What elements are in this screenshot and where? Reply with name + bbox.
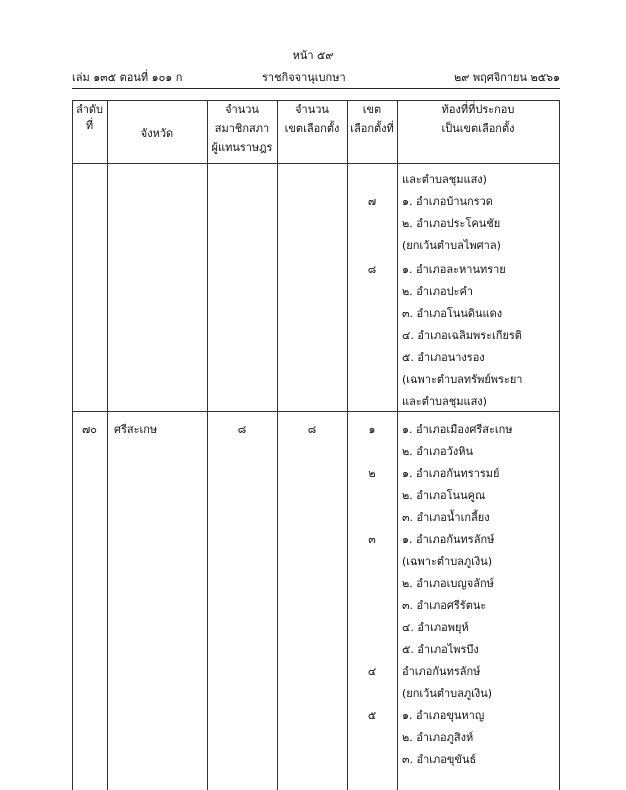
table-top-border	[72, 100, 560, 101]
header-order: ลำดับ ที่	[75, 103, 104, 132]
row-area: ๒. อำเภอประโคนชัย	[402, 217, 501, 230]
row-zone: ๒	[368, 467, 376, 480]
row-area: (ยกเว้นตำบลภูเงิน)	[402, 687, 493, 700]
header-province: จังหวัด	[140, 127, 174, 140]
row-districts: ๘	[307, 423, 317, 436]
row-province: ศรีสะเกษ	[114, 423, 158, 436]
province-separator	[72, 411, 560, 412]
row-area: ๒. อำเภอภูสิงห์	[402, 731, 474, 744]
row-area: อำเภอกันทรลักษ์	[402, 665, 481, 678]
col-border	[207, 100, 208, 790]
row-zone: ๗	[367, 195, 377, 208]
header-zone: เขต เลือกตั้งที่	[350, 103, 394, 135]
row-area: และตำบลชุมแสง)	[402, 173, 487, 186]
row-members: ๘	[237, 423, 247, 436]
row-zone: ๘	[367, 263, 377, 276]
row-area: ๔. อำเภอพยุห์	[402, 621, 469, 634]
row-area: ๓. อำเภอขุขันธ์	[402, 753, 477, 766]
header-areas: ท้องที่ที่ประกอบ เป็นเขตเลือกตั้ง	[441, 103, 515, 135]
row-area: (ยกเว้นตำบลไพศาล)	[402, 239, 501, 252]
col-border	[397, 100, 398, 790]
constituency-table	[72, 100, 560, 790]
row-zone: ๔	[367, 665, 377, 678]
row-area: ๕. อำเภอไพรบึง	[402, 643, 479, 656]
row-area: ๒. อำเภอปะคำ	[402, 285, 474, 298]
row-order: ๗๐	[82, 423, 97, 436]
row-area: ๑. อำเภอเมืองศรีสะเกษ	[402, 423, 513, 436]
row-area: ๑. อำเภอละหานทราย	[402, 263, 506, 276]
col-border	[72, 100, 73, 790]
row-area: ๓. อำเภอน้ำเกลี้ยง	[402, 511, 490, 524]
volume-issue: เล่ม ๑๓๕ ตอนที่ ๑๐๑ ก	[72, 71, 183, 84]
row-area: ๕. อำเภอนางรอง	[402, 351, 485, 364]
publication-date: ๒๙ พฤศจิกายน ๒๕๖๑	[454, 71, 560, 84]
row-zone: ๓	[368, 533, 376, 546]
row-area: (เฉพาะตำบลภูเงิน)	[402, 555, 493, 568]
row-area: ๒. อำเภอวังหิน	[402, 445, 473, 458]
row-area: และตำบลชุมแสง)	[402, 395, 487, 408]
row-area: ๑. อำเภอกันทรลักษ์	[402, 533, 495, 546]
header-districts: จำนวน เขตเลือกตั้ง	[284, 103, 340, 135]
row-zone: ๑	[368, 423, 376, 436]
gazette-title: ราชกิจจานุเบกษา	[262, 71, 346, 84]
page-number: หน้า ๕๙	[292, 49, 334, 62]
row-area: ๓. อำเภอโนนดินแดง	[402, 307, 503, 320]
row-area: ๓. อำเภอศรีรัตนะ	[402, 599, 487, 612]
row-area: ๒. อำเภอโนนคูณ	[402, 489, 486, 502]
header-divider	[72, 88, 560, 89]
row-area: ๑. อำเภอบ้านกรวด	[402, 195, 493, 208]
col-border	[559, 100, 560, 790]
row-area: ๑. อำเภอกันทรารมย์	[402, 467, 500, 480]
row-area: ๑. อำเภอขุนหาญ	[402, 709, 485, 722]
row-area: (เฉพาะตำบลทรัพย์พระยา	[402, 373, 523, 386]
row-zone: ๕	[367, 709, 377, 722]
gazette-header	[72, 68, 560, 86]
row-area: ๔. อำเภอเฉลิมพระเกียรติ	[402, 329, 522, 342]
header-bottom-border	[72, 163, 560, 164]
header-members: จำนวน สมาชิกสภา ผู้แทนราษฎร	[211, 103, 273, 154]
col-border	[277, 100, 278, 790]
row-area: ๒. อำเภอเบญจลักษ์	[402, 577, 494, 590]
col-border	[107, 100, 108, 790]
